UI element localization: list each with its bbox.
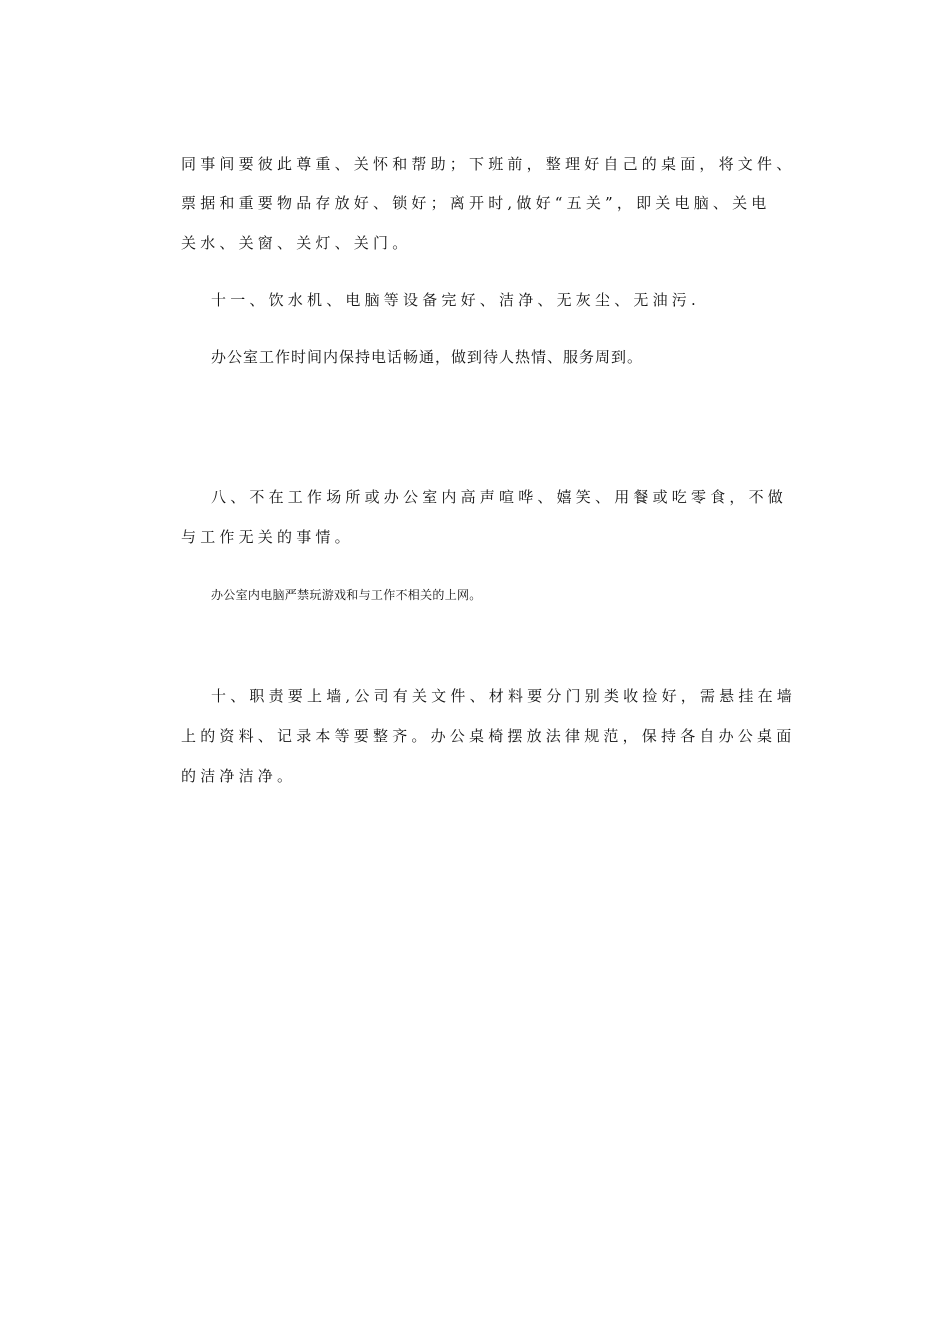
paragraph-5-line-1: 办公室内电脑严禁玩游戏和与工作不相关的上网。 [211,588,482,602]
paragraph-3-line-1: 办公室工作时间内保持电话畅通，做到待人热情、服务周到。 [211,348,644,366]
paragraph-4-line-1: 八、不在工作场所或办公室内高声喧哗、嬉笑、用餐或吃零食，不做 [211,488,788,506]
paragraph-1-line-2: 票据和重要物品存放好、锁好；离开时,做好“五关”，即关电脑、关电 [181,194,771,212]
paragraph-2-line-1: 十一、饮水机、电脑等设备完好、洁净、无灰尘、无油污. [211,291,700,309]
paragraph-1-line-3: 关水、关窗、关灯、关门。 [181,234,412,252]
paragraph-6-line-1: 十、职责要上墙,公司有关文件、材料要分门别类收捡好，需悬挂在墙 [211,687,796,705]
paragraph-4-line-2: 与工作无关的事情。 [181,528,354,546]
paragraph-6-line-2: 上的资料、记录本等要整齐。办公桌椅摆放法律规范，保持各自办公桌面 [181,727,796,745]
paragraph-1-line-1: 同事间要彼此尊重、关怀和帮助；下班前，整理好自己的桌面，将文件、 [181,155,796,173]
paragraph-6-line-3: 的洁净洁净。 [181,767,297,785]
